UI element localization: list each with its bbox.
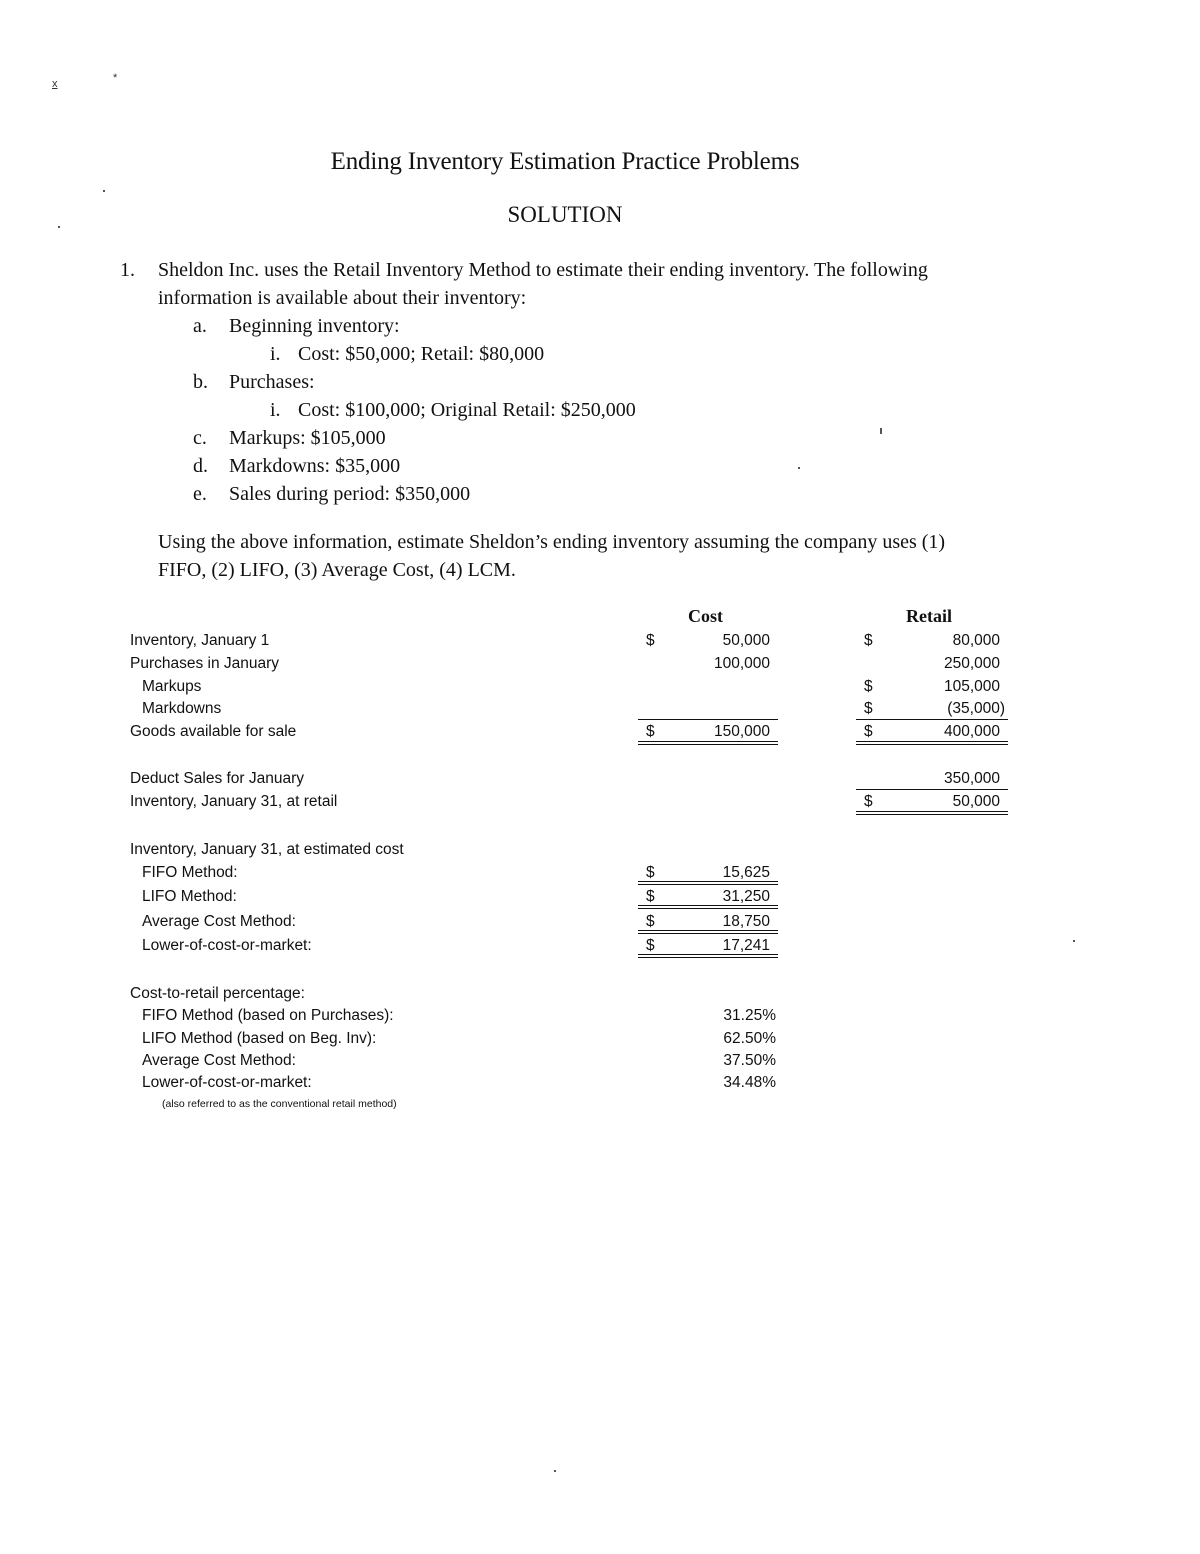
retail-value: 350,000 <box>943 770 1000 787</box>
total-rule <box>638 719 778 720</box>
scan-mark-arrow: * <box>113 72 118 84</box>
question-line2: FIFO, (2) LIFO, (3) Average Cost, (4) LCM. <box>158 559 516 581</box>
row-label: Goods available for sale <box>130 723 297 740</box>
row-label: FIFO Method: <box>142 864 238 881</box>
scan-dot <box>554 1470 556 1472</box>
row-label: LIFO Method: <box>142 888 237 905</box>
dollar-sign: $ <box>646 632 655 649</box>
subitem-text: Cost: $50,000; Retail: $80,000 <box>298 343 545 365</box>
item-label: Markdowns: $35,000 <box>229 455 401 477</box>
row-label: Markups <box>142 678 202 695</box>
retail-value: 105,000 <box>943 678 1000 695</box>
scan-dot <box>798 467 800 469</box>
lcm-cost-value: 17,241 <box>722 937 770 954</box>
double-rule <box>638 741 778 745</box>
lifo-ratio-value: 62.50% <box>723 1030 776 1047</box>
dollar-sign: $ <box>646 937 655 954</box>
double-rule <box>638 881 778 885</box>
subitem-letter: i. <box>270 399 281 421</box>
row-label: Lower-of-cost-or-market: <box>142 937 312 954</box>
footnote: (also referred to as the conventional retail method) <box>162 1098 397 1110</box>
retail-value: 400,000 <box>943 723 1000 740</box>
dollar-sign: $ <box>864 700 873 717</box>
subitem-text: Cost: $100,000; Original Retail: $250,000 <box>298 399 636 421</box>
cost-value: 100,000 <box>713 655 770 672</box>
question-line1: Using the above information, estimate Sheldon’s ending inventory assuming the company uses (1) <box>158 531 946 553</box>
scan-dot <box>58 226 60 228</box>
retail-value: (35,000) <box>947 700 1005 717</box>
row-label: Purchases in January <box>130 655 280 672</box>
dollar-sign: $ <box>864 793 873 810</box>
retail-value: 50,000 <box>952 793 1000 810</box>
cost-value: 50,000 <box>722 632 770 649</box>
avg-cost-value: 18,750 <box>722 913 770 930</box>
problem-intro-line2: information is available about their inventory: <box>158 287 527 309</box>
row-label: Average Cost Method: <box>142 1052 296 1069</box>
row-label: LIFO Method (based on Beg. Inv): <box>142 1030 377 1047</box>
double-rule <box>638 905 778 909</box>
dollar-sign: $ <box>864 678 873 695</box>
scan-dot <box>103 190 105 192</box>
problem-number: 1. <box>120 259 135 281</box>
item-letter: d. <box>193 455 208 477</box>
section-heading: Cost-to-retail percentage: <box>130 985 305 1002</box>
fifo-cost-value: 15,625 <box>722 864 770 881</box>
dollar-sign: $ <box>646 913 655 930</box>
subitem-letter: i. <box>270 343 281 365</box>
page-title: Ending Inventory Estimation Practice Problems <box>330 148 800 175</box>
double-rule <box>856 811 1008 815</box>
total-rule <box>856 719 1008 720</box>
row-label: Inventory, January 31, at retail <box>130 793 338 810</box>
double-rule <box>638 930 778 934</box>
avg-ratio-value: 37.50% <box>723 1052 776 1069</box>
row-label: Markdowns <box>142 700 222 717</box>
item-label: Beginning inventory: <box>229 315 400 337</box>
scan-dot <box>880 428 882 434</box>
item-label: Purchases: <box>229 371 315 393</box>
lifo-cost-value: 31,250 <box>722 888 770 905</box>
item-letter: b. <box>193 371 208 393</box>
row-label: Average Cost Method: <box>142 913 296 930</box>
scan-mark-x: x <box>52 78 58 90</box>
retail-value: 80,000 <box>952 632 1000 649</box>
scan-dot <box>1073 940 1075 942</box>
item-letter: c. <box>193 427 207 449</box>
row-label: FIFO Method (based on Purchases): <box>142 1007 394 1024</box>
row-label: Lower-of-cost-or-market: <box>142 1074 312 1091</box>
dollar-sign: $ <box>864 723 873 740</box>
dollar-sign: $ <box>646 723 655 740</box>
item-label: Sales during period: $350,000 <box>229 483 471 505</box>
item-label: Markups: $105,000 <box>229 427 386 449</box>
row-label: Deduct Sales for January <box>130 770 305 787</box>
total-rule <box>856 789 1008 790</box>
lcm-ratio-value: 34.48% <box>723 1074 776 1091</box>
item-letter: e. <box>193 483 207 505</box>
dollar-sign: $ <box>864 632 873 649</box>
problem-intro-line1: Sheldon Inc. uses the Retail Inventory Method to estimate their ending inventory. The following <box>158 259 928 281</box>
cost-value: 150,000 <box>713 723 770 740</box>
dollar-sign: $ <box>646 864 655 881</box>
retail-value: 250,000 <box>943 655 1000 672</box>
double-rule <box>856 741 1008 745</box>
col-header-cost: Cost <box>688 606 723 626</box>
dollar-sign: $ <box>646 888 655 905</box>
col-header-retail: Retail <box>906 606 952 626</box>
item-letter: a. <box>193 315 207 337</box>
page-subtitle: SOLUTION <box>507 202 623 227</box>
double-rule <box>638 954 778 958</box>
row-label: Inventory, January 1 <box>130 632 270 649</box>
fifo-ratio-value: 31.25% <box>723 1007 776 1024</box>
section-heading: Inventory, January 31, at estimated cost <box>130 841 404 858</box>
